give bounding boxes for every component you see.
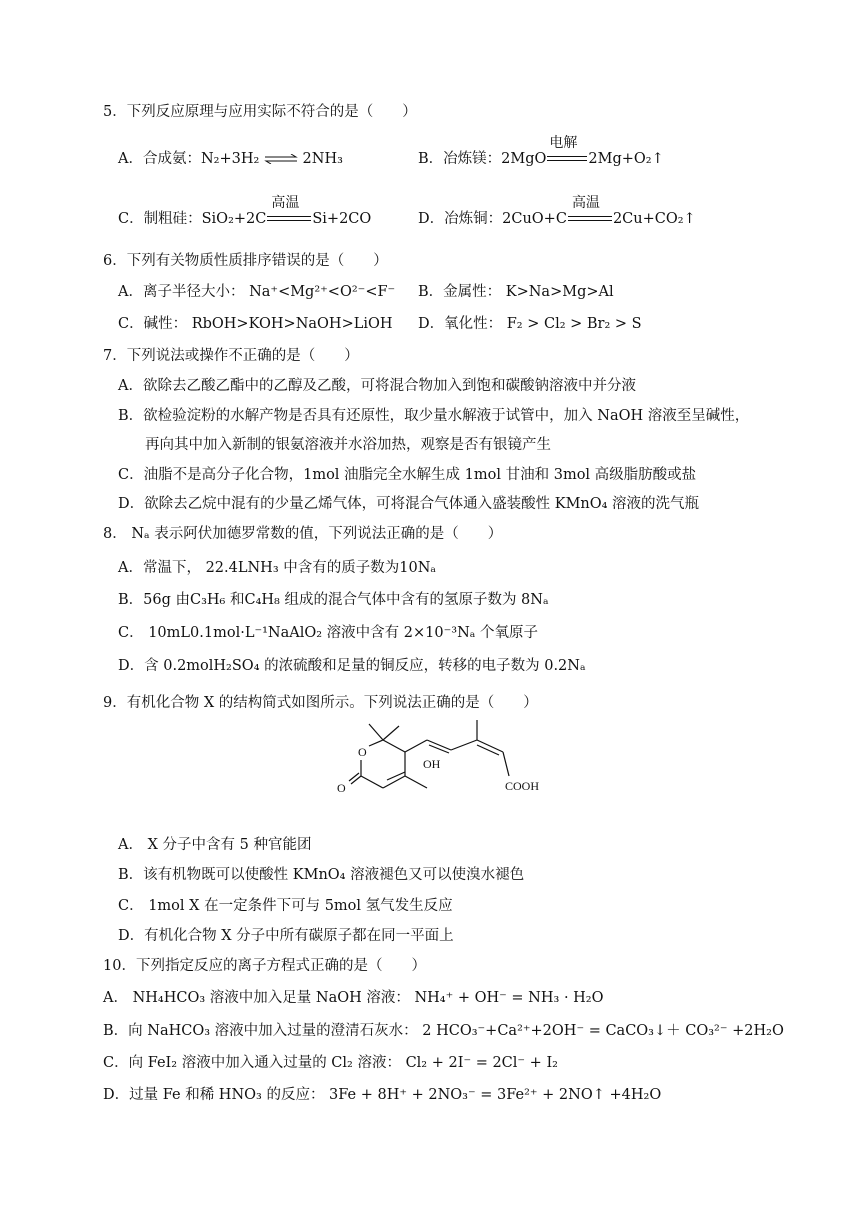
q9-option-d: D．有机化合物 X 分子中所有碳原子都在同一平面上 [118,928,454,944]
q6-option-a: A．离子半径大小： Na⁺<Mg²⁺<O²⁻<F⁻ [118,284,396,300]
q5-option-c: C．制粗硅：SiO₂+2C 高温 Si+2CO [118,195,372,227]
q8-stem: 8． Nₐ 表示阿伏加德罗常数的值，下列说法正确的是（ ） [103,526,503,542]
q8-option-c: C． 10mL0.1mol·L⁻¹NaAlO₂ 溶液中含有 2×10⁻³Nₐ 个氧原子 [118,625,538,641]
q10-option-c: C．向 FeI₂ 溶液中加入通入过量的 Cl₂ 溶液： Cl₂ + 2I⁻ = 2Cl⁻ + I₂ [103,1055,558,1071]
q7-option-d: D．欲除去乙烷中混有的少量乙烯气体，可将混合气体通入盛装酸性 KMnO₄ 溶液的洗气瓶 [118,496,700,512]
q7-option-a: A．欲除去乙酸乙酯中的乙醇及乙酸，可将混合物加入到饱和碳酸钠溶液中并分液 [118,378,636,394]
q9-option-a: A． X 分子中含有 5 种官能团 [118,837,312,853]
q7-option-c: C．油脂不是高分子化合物，1mol 油脂完全水解生成 1mol 甘油和 3mol 高级脂肪酸或盐 [118,467,697,483]
q9-option-c: C． 1mol X 在一定条件下可与 5mol 氢气发生反应 [118,898,453,914]
q9-option-b: B．该有机物既可以使酸性 KMnO₄ 溶液褪色又可以使溴水褪色 [118,867,525,883]
carbonyl-oxygen-label: O [337,781,346,795]
q10-stem: 10．下列指定反应的离子方程式正确的是（ ） [103,958,426,974]
double-bar-icon: 电解 [547,156,587,162]
q6-stem: 6．下列有关物质性质排序错误的是（ ） [103,253,388,269]
ring-oxygen-label: O [358,745,367,759]
q8-option-a: A．常温下， 22.4LNH₃ 中含有的质子数为10Nₐ [118,560,436,576]
q5-option-b: B．冶炼镁：2MgO 电解 2Mg+O₂↑ [418,135,664,167]
q7-option-b-line1: B．欲检验淀粉的水解产物是否具有还原性，取少量水解液于试管中，加入 NaOH 溶液至呈碱性， [118,408,750,424]
q8-option-d: D．含 0.2molH₂SO₄ 的浓硫酸和足量的铜反应，转移的电子数为 0.2Nₐ [118,658,586,674]
q10-option-b: B．向 NaHCO₃ 溶液中加入过量的澄清石灰水： 2 HCO₃⁻+Ca²⁺+2OH⁻ = CaCO₃↓＋ CO₃²⁻ +2H₂O [103,1023,784,1039]
carboxyl-label: COOH [505,779,540,793]
equilibrium-arrow-icon [264,154,298,164]
q7-option-b-line2: 再向其中加入新制的银氨溶液并水浴加热，观察是否有银镜产生 [145,437,551,453]
q5-stem: 5．下列反应原理与应用实际不符合的是（ ） [103,104,417,120]
q8-option-b: B．56g 由C₃H₆ 和C₄H₈ 组成的混合气体中含有的氢原子数为 8Nₐ [118,592,549,608]
q10-option-a: A． NH₄HCO₃ 溶液中加入足量 NaOH 溶液： NH₄⁺ + OH⁻ = NH₃ · H₂O [103,990,604,1006]
q7-stem: 7．下列说法或操作不正确的是（ ） [103,348,359,364]
q6-option-b: B．金属性： K>Na>Mg>Al [418,284,614,300]
structure-diagram [325,720,565,820]
q5-option-d: D．冶炼铜：2CuO+C 高温 2Cu+CO₂↑ [418,195,696,227]
q10-option-d: D．过量 Fe 和稀 HNO₃ 的反应： 3Fe + 8H⁺ + 2NO₃⁻ = 3Fe²⁺ + 2NO↑ +4H₂O [103,1087,662,1103]
q6-option-c: C．碱性： RbOH>KOH>NaOH>LiOH [118,316,393,332]
double-bar-icon: 高温 [568,216,612,222]
q9-stem: 9．有机化合物 X 的结构简式如图所示。下列说法正确的是（ ） [103,695,538,711]
double-bar-icon: 高温 [267,216,311,222]
q6-option-d: D．氧化性： F₂ > Cl₂ > Br₂ > S [418,316,642,332]
q5-option-a: A．合成氨：N₂+3H₂ 2NH₃ [118,151,343,167]
hydroxyl-label: OH [423,757,441,771]
